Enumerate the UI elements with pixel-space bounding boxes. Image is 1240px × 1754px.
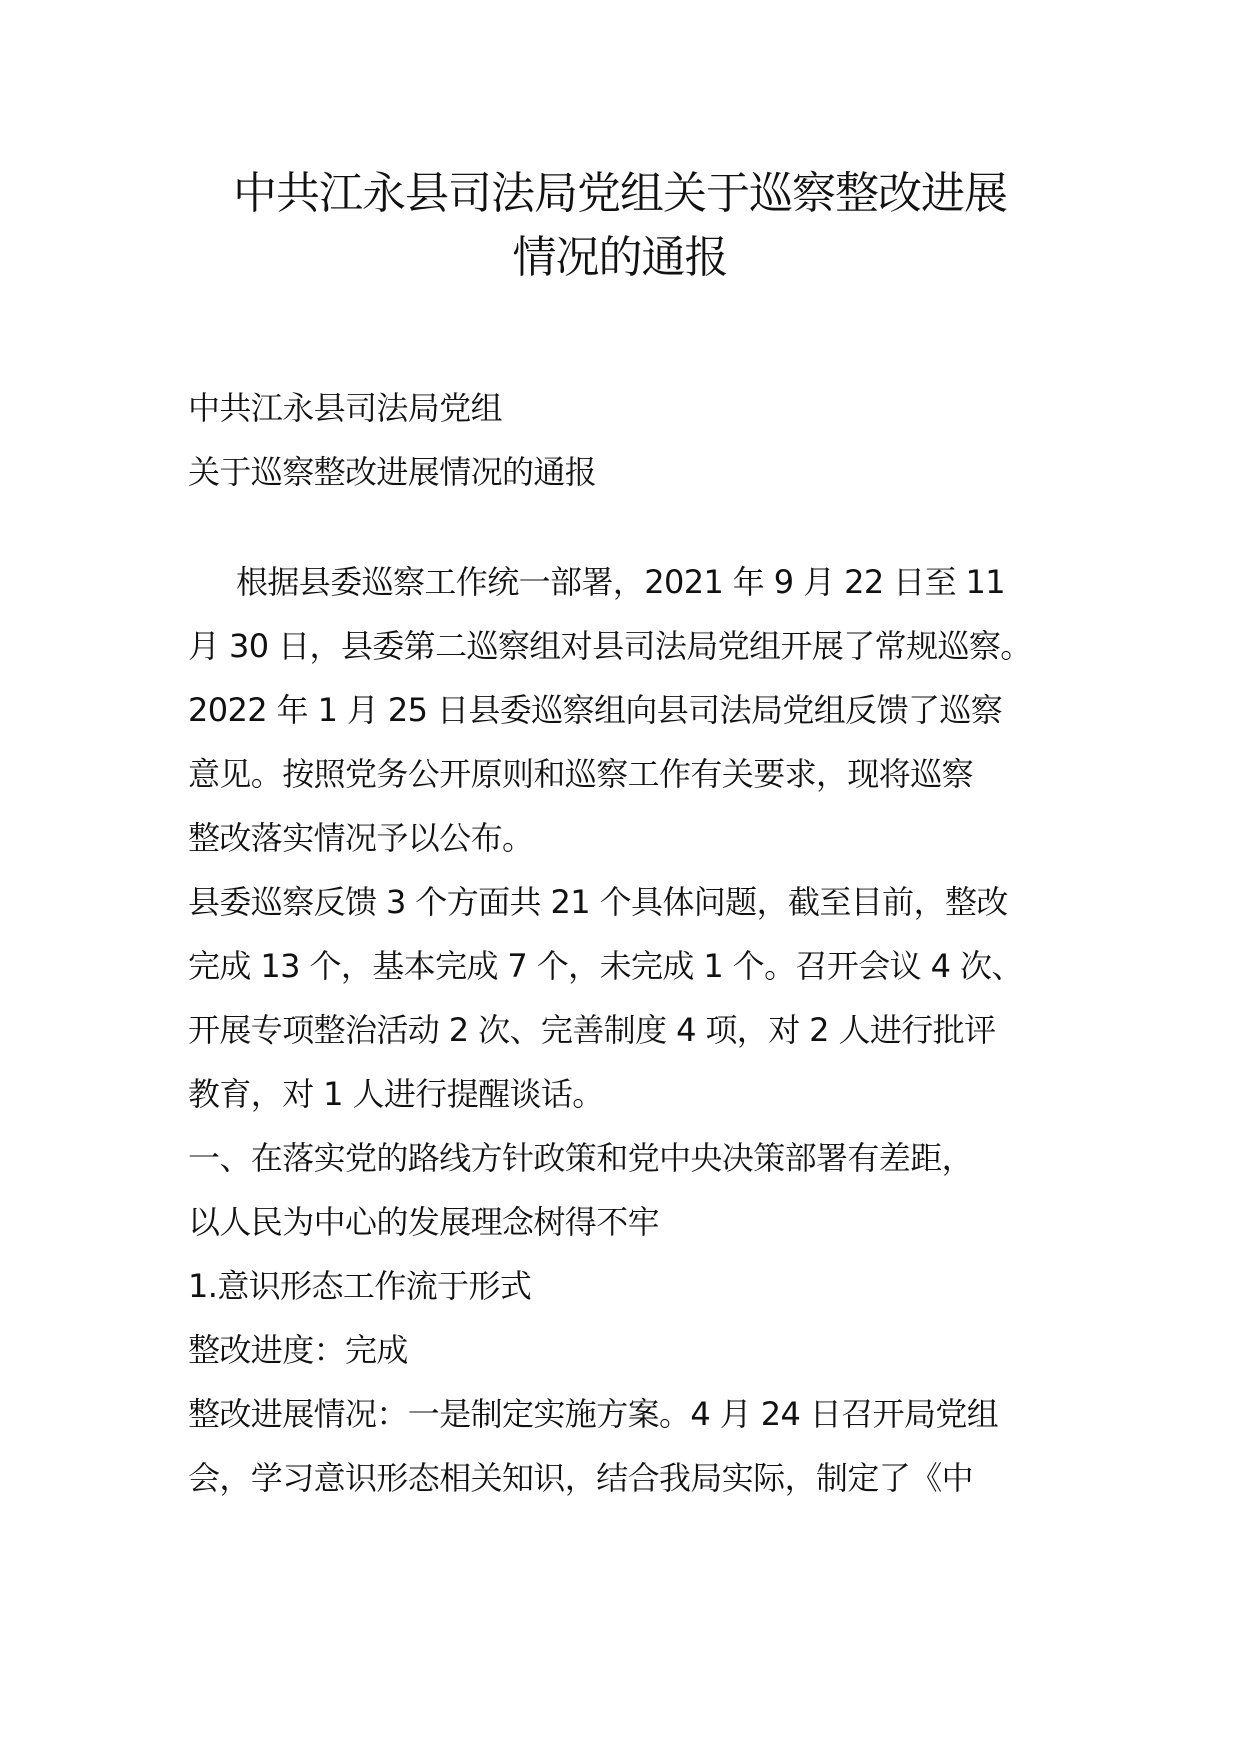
paragraph1-line: 意见。按照党务公开原则和巡察工作有关要求，现将巡察 <box>188 755 974 793</box>
paragraph2-line: 完成 13 个，基本完成 7 个，未完成 1 个。召开会议 4 次、 <box>188 947 1023 985</box>
section1-item-title: 1.意识形态工作流于形式 <box>188 1267 532 1305</box>
paragraph1-line: 根据县委巡察工作统一部署，2021 年 9 月 22 日至 11 <box>236 563 1006 601</box>
body-text <box>188 550 1068 1510</box>
document-title <box>150 162 1090 290</box>
title-line-1: 中共江永县司法局党组关于巡察整改进展 <box>233 168 1007 219</box>
section1-status-line: 整改进展情况：一是制定实施方案。4 月 24 日召开局党组 <box>188 1395 999 1433</box>
section1-heading-line: 一、在落实党的路线方针政策和党中央决策部署有差距， <box>188 1139 974 1177</box>
paragraph2-line: 教育，对 1 人进行提醒谈话。 <box>188 1075 604 1113</box>
paragraph1-line: 月 30 日，县委第二巡察组对县司法局党组开展了常规巡察。 <box>188 627 1032 665</box>
paragraph1-line: 整改落实情况予以公布。 <box>188 819 534 857</box>
title-line-2: 情况的通报 <box>512 232 728 283</box>
paragraph1-line: 2022 年 1 月 25 日县委巡察组向县司法局党组反馈了巡察 <box>188 691 1003 729</box>
heading-line-2: 关于巡察整改进展情况的通报 <box>188 453 597 491</box>
section1-heading-line: 以人民为中心的发展理念树得不牢 <box>188 1203 660 1241</box>
section1-status-line: 会，学习意识形态相关知识，结合我局实际，制定了《中 <box>188 1459 974 1497</box>
paragraph2-line: 县委巡察反馈 3 个方面共 21 个具体问题，截至目前，整改 <box>188 883 1008 921</box>
document-heading <box>188 376 1068 504</box>
heading-line-1: 中共江永县司法局党组 <box>188 389 503 427</box>
paragraph2-line: 开展专项整治活动 2 次、完善制度 4 项，对 2 人进行批评 <box>188 1011 996 1049</box>
section1-progress: 整改进度：完成 <box>188 1331 408 1369</box>
